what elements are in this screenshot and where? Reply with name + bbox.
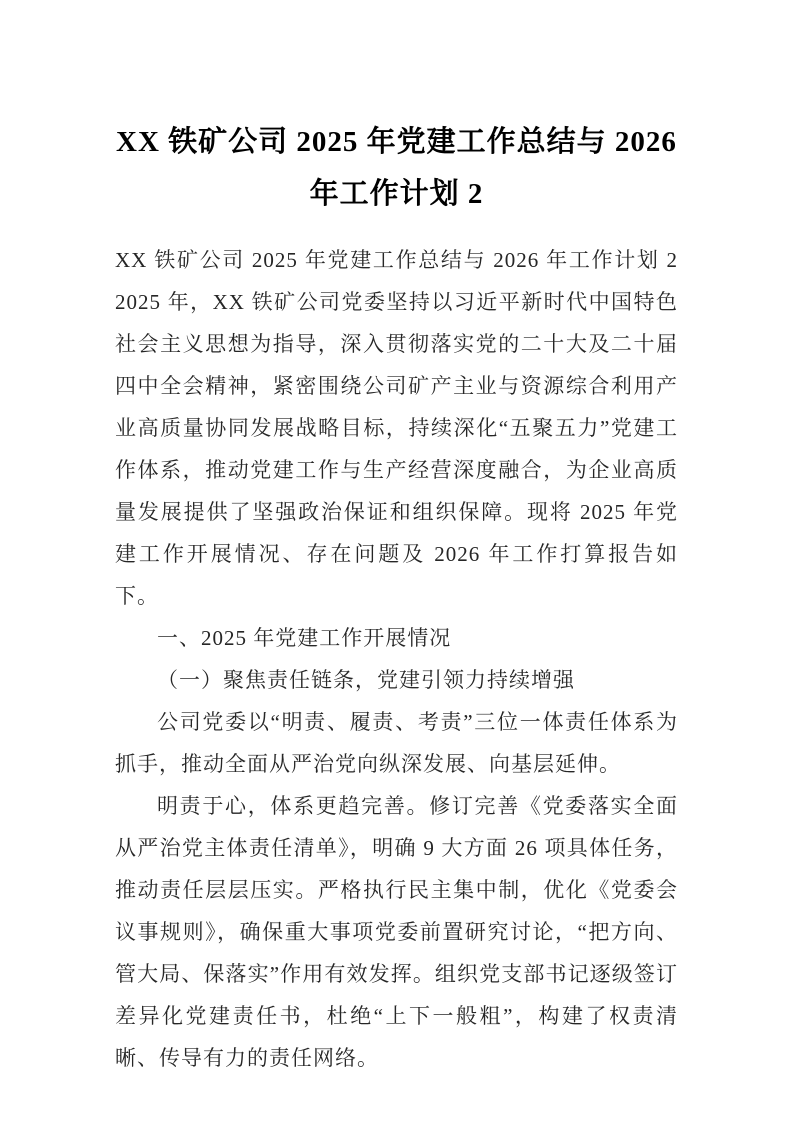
paragraph-heading-level-1: 一、2025 年党建工作开展情况 — [157, 626, 452, 650]
document-title: XX 铁矿公司 2025 年党建工作总结与 2026 年工作计划 2 — [116, 126, 677, 210]
paragraph-body: 公司党委以“明责、履责、考责”三位一体责任体系为抓手，推动全面从严治党向纵深发展、向基层延伸。 — [115, 710, 678, 776]
paragraph-body: 明责于心，体系更趋完善。修订完善《党委落实全面从严治党主体责任清单》，明确 9 大方面 26 项具体任务，推动责任层层压实。严格执行民主集中制，优化《党委会议事规则》，确保重大事项党委前置研究讨论，“把方向、管大局、保落实”作用有效发挥。组织党支部书记逐级签订差异化党建责任书，杜绝“上下一般粗”，构建了权责清晰、传导有力的责任网络。 — [115, 794, 678, 1070]
paragraph-heading-level-2: （一）聚焦责任链条，党建引领力持续增强 — [157, 668, 575, 692]
document-body — [115, 239, 678, 1079]
paragraph-body: XX 铁矿公司 2025 年党建工作总结与 2026 年工作计划 2 2025 年，XX 铁矿公司党委坚持以习近平新时代中国特色社会主义思想为指导，深入贯彻落实党的二十大及二十届四中全会精神，紧密围绕公司矿产主业与资源综合利用产业高质量协同发展战略目标，持续深化“五聚五力”党建工作体系，推动党建工作与生产经营深度融合，为企业高质量发展提供了坚强政治保证和组织保障。现将 2025 年党建工作开展情况、存在问题及 2026 年工作打算报告如下。 — [115, 248, 678, 608]
